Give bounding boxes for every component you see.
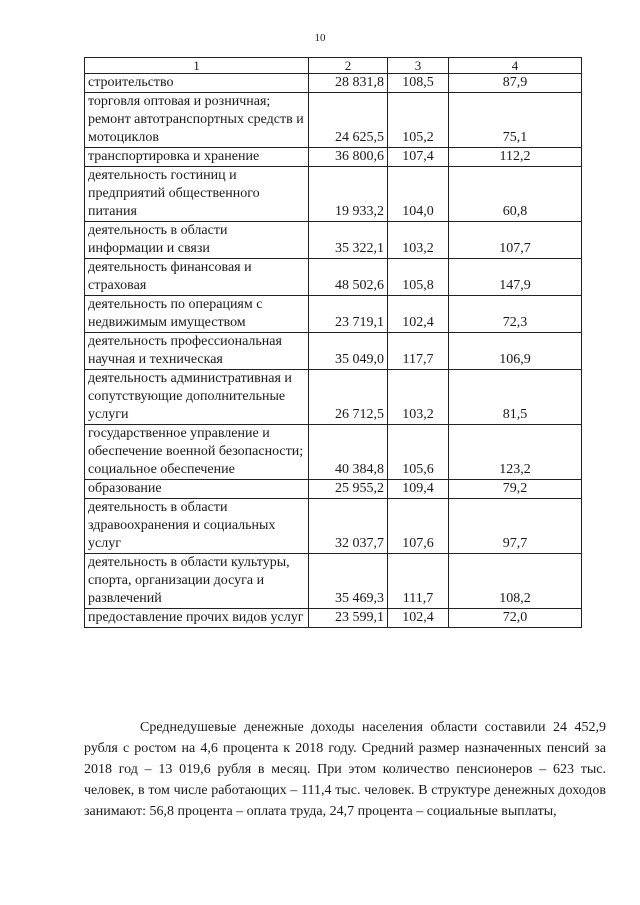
- row-value-cell: 35 049,0: [309, 333, 388, 370]
- row-value-cell: 48 502,6: [309, 259, 388, 296]
- row-name-cell: государственное управление и обеспечение военной безопасности; социальное обеспечение: [85, 425, 309, 480]
- table-row: [85, 93, 582, 148]
- row-index-cell: 105,8: [388, 259, 449, 296]
- row-name-cell: деятельность административная и сопутствующие дополнительные услуги: [85, 370, 309, 425]
- row-share-cell: 123,2: [449, 425, 582, 480]
- row-share-cell: 112,2: [449, 148, 582, 167]
- row-name-cell: деятельность по операциям с недвижимым имуществом: [85, 296, 309, 333]
- table-row: [85, 259, 582, 296]
- row-share-cell: 87,9: [449, 74, 582, 93]
- row-index-cell: 109,4: [388, 480, 449, 499]
- row-value-cell: 35 322,1: [309, 222, 388, 259]
- row-name-cell: деятельность профессиональная научная и техническая: [85, 333, 309, 370]
- row-name-cell: торговля оптовая и розничная; ремонт автотранспортных средств и мотоциклов: [85, 93, 309, 148]
- row-name-cell: деятельность в области информации и связи: [85, 222, 309, 259]
- row-index-cell: 117,7: [388, 333, 449, 370]
- row-share-cell: 107,7: [449, 222, 582, 259]
- page-number: 10: [314, 32, 326, 44]
- table-row: [85, 222, 582, 259]
- column-header-2: 2: [309, 58, 388, 74]
- row-share-cell: 79,2: [449, 480, 582, 499]
- table-row: [85, 333, 582, 370]
- row-index-cell: 105,2: [388, 93, 449, 148]
- column-header-1: 1: [85, 58, 309, 74]
- row-value-cell: 26 712,5: [309, 370, 388, 425]
- row-share-cell: 72,3: [449, 296, 582, 333]
- row-index-cell: 107,4: [388, 148, 449, 167]
- income-paragraph: Среднедушевые денежные доходы населения области составили 24 452,9 рубля с ростом на 4,6 процента к 2018 году. Средний размер назначенных пенсий за 2018 год – 13 019,6 рубля в месяц. При этом количество пенсионеров – 623 тыс. человек, в том числе работающих – 111,4 тыс. человек. В структуре денежных доходов занимают: 56,8 процента – оплата труда, 24,7 процента – социальные выплаты,: [84, 720, 606, 819]
- row-name-cell: деятельность в области здравоохранения и социальных услуг: [85, 499, 309, 554]
- row-name-cell: образование: [85, 480, 309, 499]
- row-share-cell: 60,8: [449, 167, 582, 222]
- row-share-cell: 75,1: [449, 93, 582, 148]
- table-row: [85, 148, 582, 167]
- table-row: [85, 167, 582, 222]
- row-value-cell: 23 599,1: [309, 609, 388, 628]
- row-name-cell: деятельность гостиниц и предприятий общественного питания: [85, 167, 309, 222]
- column-header-3: 3: [388, 58, 449, 74]
- row-value-cell: 32 037,7: [309, 499, 388, 554]
- table-row: [85, 480, 582, 499]
- row-index-cell: 104,0: [388, 167, 449, 222]
- row-value-cell: 19 933,2: [309, 167, 388, 222]
- row-name-cell: деятельность в области культуры, спорта, организации досуга и развлечений: [85, 554, 309, 609]
- table-header-row: [85, 58, 582, 74]
- row-value-cell: 36 800,6: [309, 148, 388, 167]
- table-row: [85, 609, 582, 628]
- row-index-cell: 102,4: [388, 296, 449, 333]
- row-index-cell: 107,6: [388, 499, 449, 554]
- wage-table: [84, 57, 582, 628]
- row-value-cell: 40 384,8: [309, 425, 388, 480]
- row-index-cell: 111,7: [388, 554, 449, 609]
- row-name-cell: предоставление прочих видов услуг: [85, 609, 309, 628]
- column-header-4: 4: [449, 58, 582, 74]
- row-index-cell: 105,6: [388, 425, 449, 480]
- row-value-cell: 23 719,1: [309, 296, 388, 333]
- row-share-cell: 72,0: [449, 609, 582, 628]
- row-name-cell: деятельность финансовая и страховая: [85, 259, 309, 296]
- row-value-cell: 35 469,3: [309, 554, 388, 609]
- table-row: [85, 74, 582, 93]
- row-index-cell: 103,2: [388, 222, 449, 259]
- row-share-cell: 106,9: [449, 333, 582, 370]
- row-value-cell: 24 625,5: [309, 93, 388, 148]
- row-share-cell: 108,2: [449, 554, 582, 609]
- table-row: [85, 296, 582, 333]
- row-index-cell: 103,2: [388, 370, 449, 425]
- row-name-cell: строительство: [85, 74, 309, 93]
- row-value-cell: 28 831,8: [309, 74, 388, 93]
- row-share-cell: 81,5: [449, 370, 582, 425]
- table-row: [85, 370, 582, 425]
- row-value-cell: 25 955,2: [309, 480, 388, 499]
- table-row: [85, 554, 582, 609]
- table-row: [85, 499, 582, 554]
- row-index-cell: 102,4: [388, 609, 449, 628]
- table-row: [85, 425, 582, 480]
- row-name-cell: транспортировка и хранение: [85, 148, 309, 167]
- row-share-cell: 97,7: [449, 499, 582, 554]
- row-share-cell: 147,9: [449, 259, 582, 296]
- row-index-cell: 108,5: [388, 74, 449, 93]
